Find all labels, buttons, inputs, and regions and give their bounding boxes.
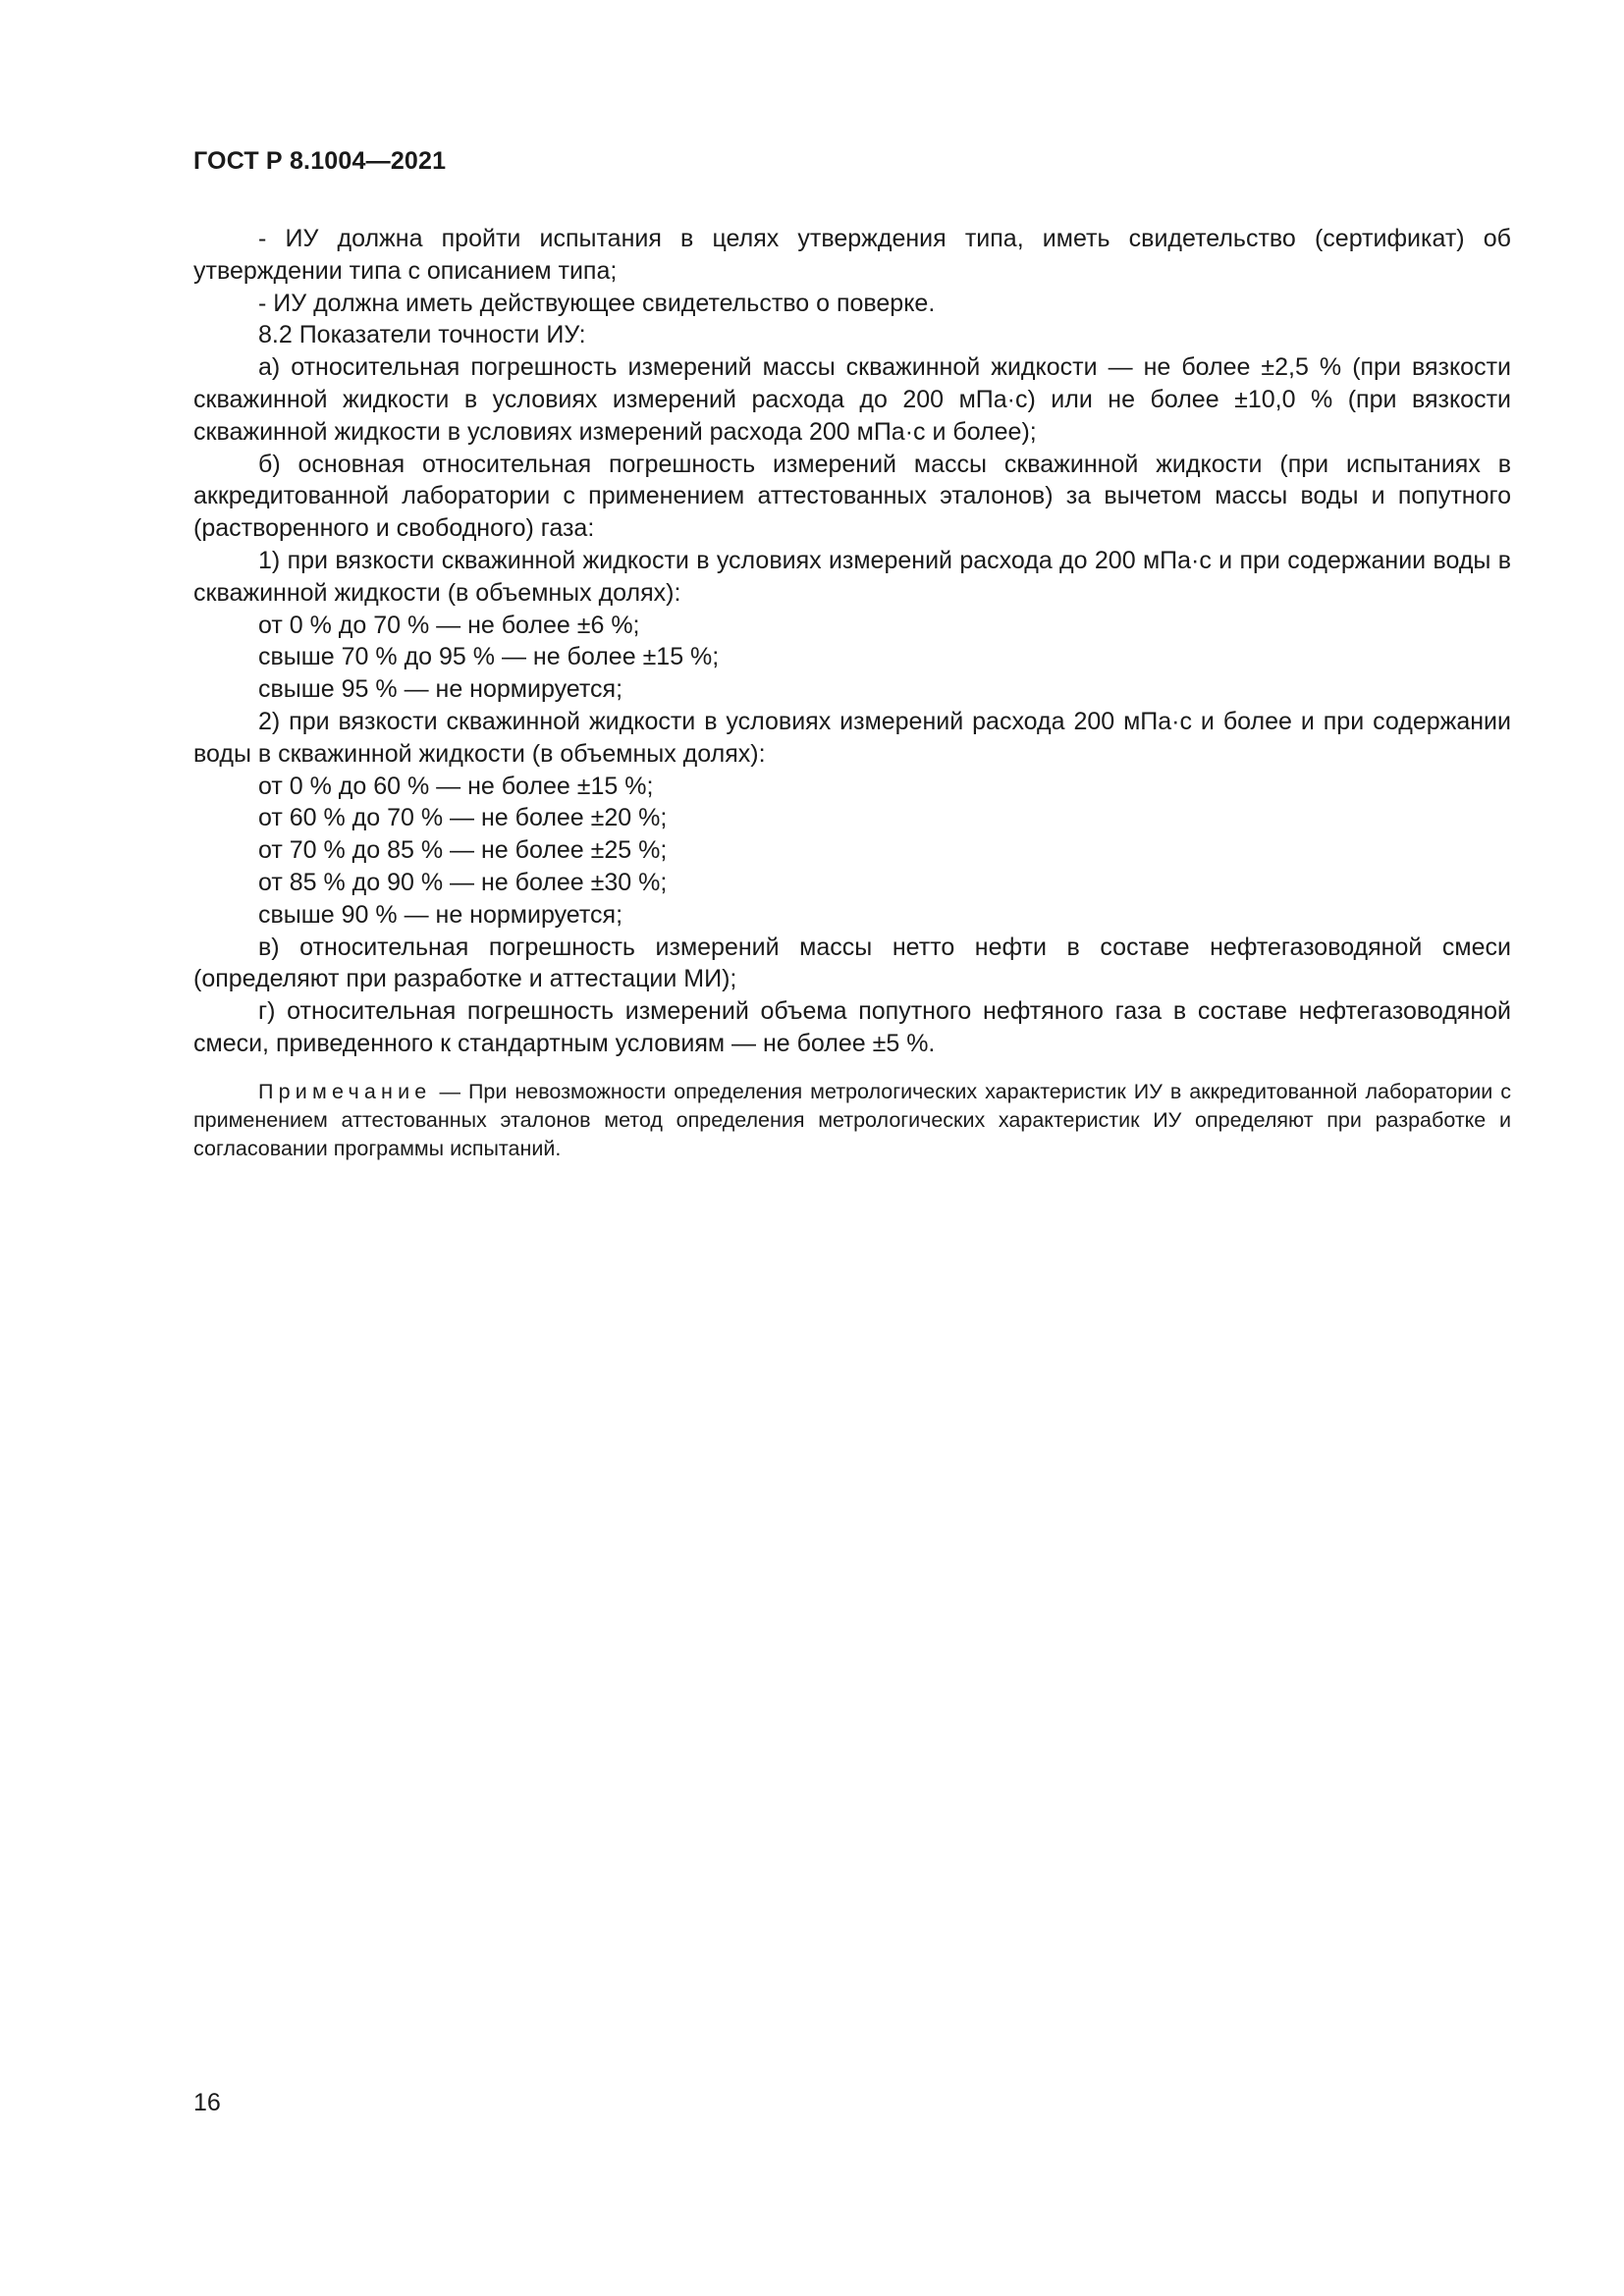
paragraph-item-b2: 2) при вязкости скважинной жидкости в условиях измерений расхода 200 мПа·с и более и при содержании воды в скважинной жидкости (в объемных долях): <box>193 707 1511 768</box>
note-label: Примечание <box>258 1079 432 1103</box>
list-item: от 0 % до 70 % — не более ±6 %; <box>258 611 640 639</box>
paragraph-item-v: в) относительная погрешность измерений массы нетто нефти в составе нефтегазоводяной смеси (определяют при разработке и аттестации МИ); <box>193 933 1511 993</box>
list-item: от 0 % до 60 % — не более ±15 %; <box>258 772 654 800</box>
list-item: от 85 % до 90 % — не более ±30 %; <box>258 868 668 896</box>
list-item: свыше 70 % до 95 % — не более ±15 %; <box>258 643 720 671</box>
paragraph-item-b1: 1) при вязкости скважинной жидкости в условиях измерений расхода до 200 мПа·с и при содержании воды в скважинной жидкости (в объемных долях): <box>193 546 1511 607</box>
section-heading-accuracy: 8.2 Показатели точности ИУ: <box>258 321 586 349</box>
paragraph-item-g: г) относительная погрешность измерений объема попутного нефтяного газа в составе нефтегазоводяной смеси, приведенного к стандартным условиям — не более ±5 %. <box>193 997 1511 1057</box>
list-item: свыше 95 % — не нормируется; <box>258 675 623 704</box>
list-item: от 70 % до 85 % — не более ±25 %; <box>258 836 668 865</box>
paragraph-item-a: а) относительная погрешность измерений массы скважинной жидкости — не более ±2,5 % (при вязкости скважинной жидкости в условиях измерений расхода до 200 мПа·с) или не более ±10,0 % (при вязкости скважинной жидкости в условиях измерений расхода 200 мПа·с и более); <box>193 353 1511 446</box>
document-body <box>193 223 1511 1163</box>
note-paragraph <box>193 1078 1511 1163</box>
list-item: свыше 90 % — не нормируется; <box>258 900 623 929</box>
note-text: — При невозможности определения метрологических характеристик ИУ в аккредитованной лаборатории с применением аттестованных эталонов метод определения метрологических характеристик ИУ определяют при разработке и согласовании программы испытаний. <box>193 1079 1511 1160</box>
paragraph-item-b: б) основная относительная погрешность измерений массы скважинной жидкости (при испытаниях в аккредитованной лаборатории с применением аттестованных эталонов) за вычетом массы воды и попутного (растворенного и свободного) газа: <box>193 450 1511 543</box>
page-number: 16 <box>193 2089 221 2116</box>
paragraph-verification: - ИУ должна иметь действующее свидетельство о поверке. <box>258 289 936 317</box>
paragraph-type-approval: - ИУ должна пройти испытания в целях утверждения типа, иметь свидетельство (сертификат) об утверждении типа с описанием типа; <box>193 225 1511 285</box>
document-header: ГОСТ Р 8.1004—2021 <box>193 147 447 175</box>
list-item: от 60 % до 70 % — не более ±20 %; <box>258 804 668 832</box>
